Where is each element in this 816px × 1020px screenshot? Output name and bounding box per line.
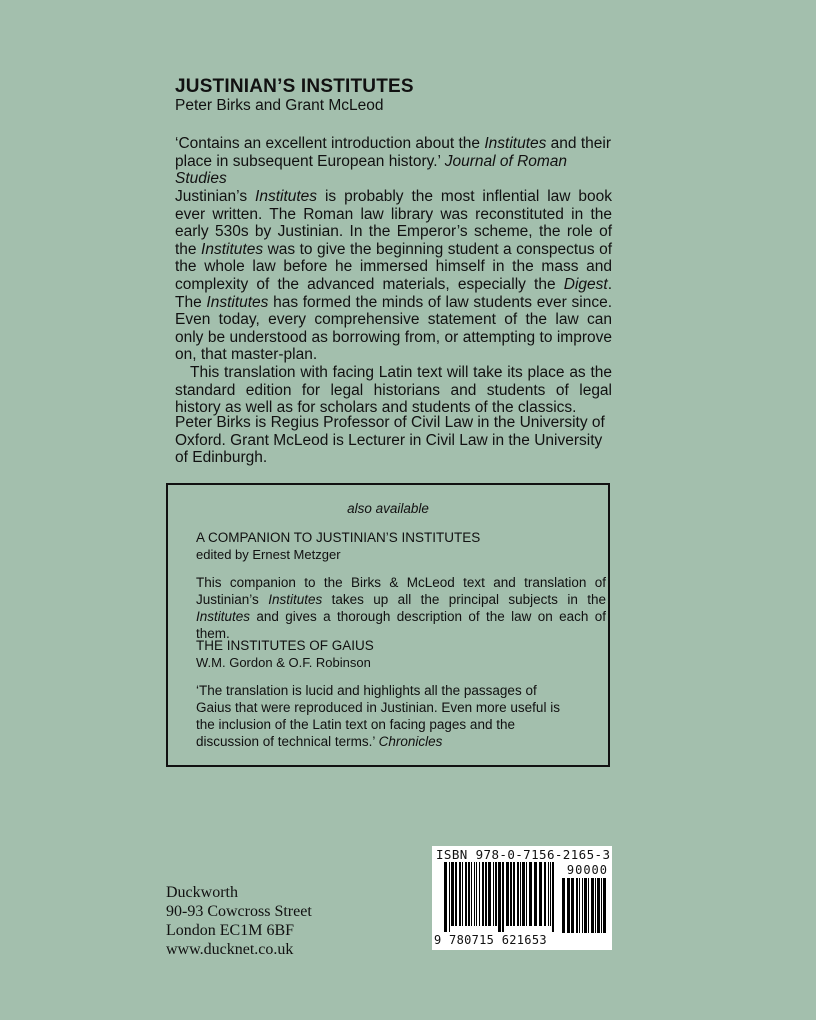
entry2-author: W.M. Gordon & O.F. Robinson xyxy=(196,655,371,670)
publisher-name: Duckworth xyxy=(166,884,238,901)
isbn-barcode xyxy=(432,846,612,950)
barcode-addon-bar xyxy=(584,878,587,933)
barcode-bar xyxy=(449,862,450,932)
barcode-bar xyxy=(451,862,454,926)
barcode-bar xyxy=(468,862,470,926)
barcode-bar xyxy=(459,862,461,926)
barcode-addon-bar xyxy=(571,878,574,933)
entry2-description: ‘The translation is lucid and highlights all the passages of Gaius that were reproduced in Justinian. Even more useful is the inclusion of the Latin text on facing pages and the discussion of technical terms.’ Chronicles xyxy=(196,683,560,749)
description-paragraph-1: Justinian’s Institutes is probably the most inflential law book ever written. The Roman law library was reconstituted in the early 530s by Justinian. In the Emperor’s scheme, the role of the Institutes was to give the beginning student a conspectus of the whole law before he immersed himself in the mass and complexity of the advanced materials, especially the Digest. The Institutes has formed the minds of law students ever since. Even today, every comprehensive statement of the law can only be understood as borrowing from, or attempting to improve on, that master-plan. xyxy=(175,188,613,364)
barcode-bar xyxy=(476,862,477,926)
barcode-addon-bars-icon xyxy=(562,878,608,933)
barcode-bar xyxy=(510,862,512,926)
barcode-bar xyxy=(544,862,546,926)
barcode-bar xyxy=(506,862,509,926)
barcode-bar xyxy=(462,862,463,926)
barcode-bar xyxy=(495,862,497,926)
entry1-author: edited by Ernest Metzger xyxy=(196,547,341,562)
also-available-heading: also available xyxy=(347,501,429,516)
barcode-bar xyxy=(479,862,480,926)
barcode-addon-bar xyxy=(588,878,589,933)
barcode-addon-bar xyxy=(591,878,594,933)
entry1-description: This companion to the Birks & McLeod text and translation of Justinian’s Institutes takes up all the principal subjects in the Institutes and gives a thorough description of the law on each of them. xyxy=(196,575,606,641)
barcode-addon-bar xyxy=(562,878,565,933)
publisher-address xyxy=(166,883,312,959)
barcode-bar xyxy=(526,862,527,926)
barcode-addon-bar xyxy=(576,878,578,933)
barcode-bar xyxy=(465,862,467,926)
barcode-bar xyxy=(548,862,549,926)
entry1-title: A COMPANION TO JUSTINIAN’S INSTITUTES xyxy=(196,530,481,545)
barcode-bars-icon xyxy=(444,862,556,932)
description-paragraph-2: This translation with facing Latin text will take its place as the standard edition for legal historians and students of legal history as well as for scholars and students of the classics. xyxy=(175,363,612,417)
barcode-addon-bar xyxy=(603,878,606,933)
publisher-street: 90-93 Cowcross Street xyxy=(166,903,312,920)
barcode-addon-bar xyxy=(597,878,600,933)
barcode-bar xyxy=(550,862,551,926)
barcode-bar xyxy=(488,862,491,926)
barcode-bar xyxy=(493,862,494,926)
barcode-addon-bar xyxy=(601,878,602,933)
review-quote: ‘Contains an excellent introduction about the Institutes and their place in subsequent European history.’ Journal of Roman Studies xyxy=(175,135,612,188)
publisher-website: www.ducknet.co.uk xyxy=(166,941,294,958)
barcode-bar xyxy=(513,862,515,926)
ean-digits: 9 780715 621653 xyxy=(434,933,547,947)
barcode-bar xyxy=(471,862,472,926)
book-description xyxy=(175,188,612,417)
barcode-addon-bar xyxy=(582,878,583,933)
barcode-bar xyxy=(517,862,519,926)
publisher-city: London EC1M 6BF xyxy=(166,922,295,939)
barcode-bar xyxy=(522,862,525,926)
author-bio: Peter Birks is Regius Professor of Civil Law in the University of Oxford. Grant McLeod is Lecturer in Civil Law in the University of Edinburgh. xyxy=(175,414,605,467)
book-authors: Peter Birks and Grant McLeod xyxy=(175,97,384,114)
barcode-addon-bar xyxy=(579,878,580,933)
barcode-bar xyxy=(444,862,447,932)
quote-source: Journal of Roman Studies xyxy=(175,152,568,188)
barcode-bar xyxy=(482,862,484,926)
barcode-bar xyxy=(498,862,501,932)
isbn-text: ISBN 978-0-7156-2165-3 xyxy=(436,847,611,862)
also-available-box xyxy=(166,483,610,767)
barcode-bar xyxy=(534,862,537,926)
barcode-addon-bar xyxy=(595,878,596,933)
barcode-bar xyxy=(552,862,554,932)
barcode-bar xyxy=(529,862,532,926)
book-title: JUSTINIAN’S INSTITUTES xyxy=(175,76,414,97)
barcode-addon-bar xyxy=(567,878,570,933)
barcode-bar xyxy=(502,862,504,932)
barcode-bar xyxy=(520,862,521,926)
barcode-bar xyxy=(485,862,487,926)
entry2-title: THE INSTITUTES OF GAIUS xyxy=(196,638,374,653)
price-code: 90000 xyxy=(566,863,608,877)
barcode-bar xyxy=(455,862,457,926)
barcode-bar xyxy=(539,862,542,926)
barcode-bar xyxy=(474,862,475,926)
